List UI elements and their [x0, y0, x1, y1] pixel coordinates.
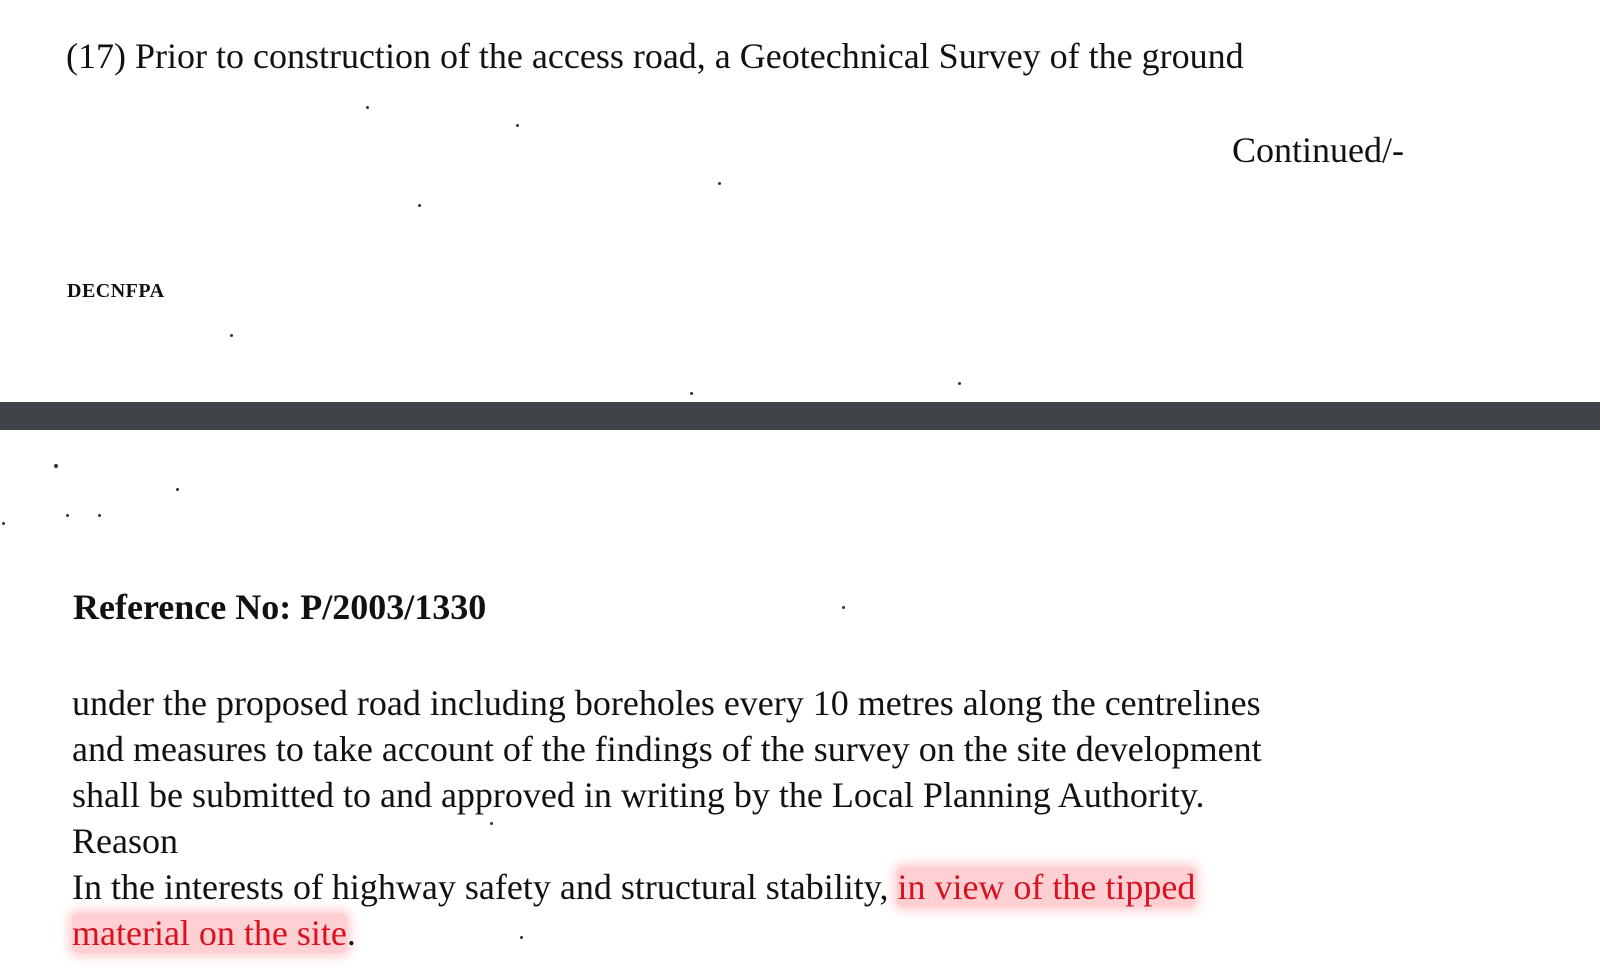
reference-heading: Reference No: P/2003/1330 [73, 587, 487, 627]
continued-marker: Continued/- [1232, 130, 1404, 170]
scan-speck [54, 464, 58, 468]
page-separator [0, 402, 1600, 430]
scan-speck [230, 334, 233, 337]
scan-speck [2, 522, 5, 525]
body-line: and measures to take account of the findings of the survey on the site development [72, 729, 1262, 769]
body-line: under the proposed road including boreholes every 10 metres along the centrelines [72, 683, 1261, 723]
scan-speck [418, 204, 421, 207]
scan-speck [176, 488, 179, 491]
condition-17-text: (17) Prior to construction of the access road, a Geotechnical Survey of the ground [66, 36, 1244, 76]
condition-body [72, 680, 1512, 956]
scan-speck [690, 392, 693, 395]
reason-text: In the interests of highway safety and structural stability, [72, 867, 898, 907]
scan-speck [516, 124, 519, 127]
body-line: shall be submitted to and approved in writing by the Local Planning Authority. [72, 775, 1205, 815]
reason-line-1 [72, 864, 1512, 910]
scan-speck [366, 106, 369, 109]
scan-speck [718, 182, 721, 185]
scan-speck [958, 382, 961, 385]
reason-end: . [346, 913, 356, 953]
scan-speck [98, 514, 101, 517]
highlighted-text: material on the site [72, 913, 347, 953]
highlighted-text: in view of the tipped [897, 867, 1196, 907]
document-page-top [0, 0, 1600, 402]
reason-label: Reason [72, 821, 178, 861]
reason-line-2 [72, 910, 1512, 956]
scan-speck [842, 606, 845, 609]
scan-speck [66, 514, 69, 517]
footer-code: DECNFPA [67, 280, 165, 302]
